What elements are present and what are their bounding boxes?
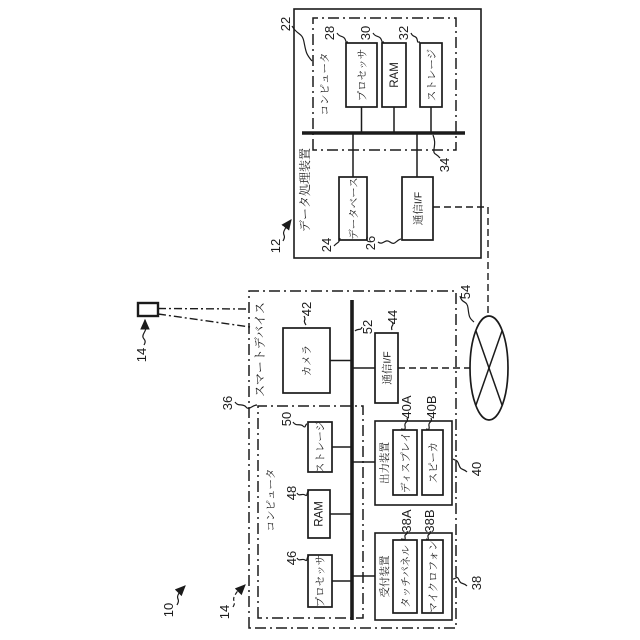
ref-34: 34	[437, 157, 452, 173]
ref-14-block: 14	[217, 604, 232, 620]
data-processing-device-block	[268, 9, 481, 258]
ref-52: 52	[360, 319, 375, 335]
ref-46: 46	[284, 550, 299, 566]
smart-device-icon	[138, 303, 158, 316]
device-storage-label: ストレージ	[314, 420, 327, 474]
ref-44: 44	[385, 309, 400, 325]
ref-28-leader	[337, 33, 348, 42]
ref-30-leader	[373, 33, 384, 42]
server-processor-label: プロセッサ	[356, 48, 369, 102]
device-processor-label: プロセッサ	[314, 554, 327, 608]
camera-label: カメラ	[301, 344, 313, 377]
server-ram-label: RAM	[389, 62, 401, 88]
ref-40: 40	[469, 461, 484, 477]
ref-32-leader	[411, 33, 420, 42]
ref-50: 50	[279, 411, 294, 427]
data-processing-device-label: データ処理装置	[298, 147, 312, 232]
ref-54: 54	[458, 284, 473, 300]
ref-10: 10	[161, 602, 176, 618]
expansion-line	[158, 309, 248, 310]
ref-26: 26	[363, 235, 378, 251]
ref-12: 12	[268, 238, 283, 254]
display-label: ディスプレイ	[400, 431, 412, 494]
server-comm-if-label: 通信I/F	[412, 191, 425, 226]
server-storage-label: ストレージ	[426, 48, 438, 102]
ref-38-leader	[453, 577, 467, 586]
ref-38A: 38A	[399, 509, 414, 533]
server-computer-label: コンピュータ	[319, 52, 331, 116]
ref-24: 24	[319, 237, 334, 253]
ref-12-leader	[283, 220, 291, 241]
microphone-label: マイクロフォン	[427, 540, 440, 613]
device-computer-label: コンピュータ	[265, 468, 277, 532]
speaker-label: スピーカ	[427, 441, 440, 484]
ref-50-leader	[293, 422, 307, 427]
ref-40B: 40B	[424, 395, 439, 419]
ref-14-block-leader	[233, 585, 245, 607]
device-comm-if-label: 通信I/F	[381, 351, 394, 385]
ref-40B-leader	[426, 418, 431, 429]
ref-26-leader	[378, 239, 401, 243]
ref-28: 28	[322, 25, 337, 41]
reception-device-label: 受付装置	[379, 555, 391, 598]
device-ram-label: RAM	[313, 501, 326, 527]
ref-10-leader	[177, 586, 185, 605]
database-label: データベース	[348, 177, 360, 240]
ref-22: 22	[278, 16, 293, 32]
ref-40A-leader	[401, 418, 407, 429]
ref-40-leader	[453, 459, 467, 472]
ref-42-leader	[304, 316, 306, 325]
ref-30: 30	[358, 25, 373, 41]
output-device-label: 出力装置	[379, 442, 391, 484]
ref-32: 32	[396, 25, 411, 41]
touch-panel-label: タッチパネル	[400, 545, 412, 608]
ref-42: 42	[299, 301, 314, 317]
ref-14-icon-leader	[143, 320, 146, 345]
ref-36-leader	[235, 402, 257, 408]
smart-device-label: スマートデバイス	[253, 302, 267, 397]
smart-device-block	[134, 291, 484, 628]
ref-34-leader	[433, 135, 440, 158]
ref-38: 38	[469, 575, 484, 591]
expansion-line	[158, 314, 250, 327]
ref-40A: 40A	[399, 395, 414, 419]
ref-48: 48	[284, 485, 299, 501]
ref-36: 36	[220, 395, 235, 411]
ref-38B: 38B	[422, 509, 437, 533]
ref-14-icon: 14	[134, 347, 149, 363]
ref-22-leader	[292, 26, 312, 61]
